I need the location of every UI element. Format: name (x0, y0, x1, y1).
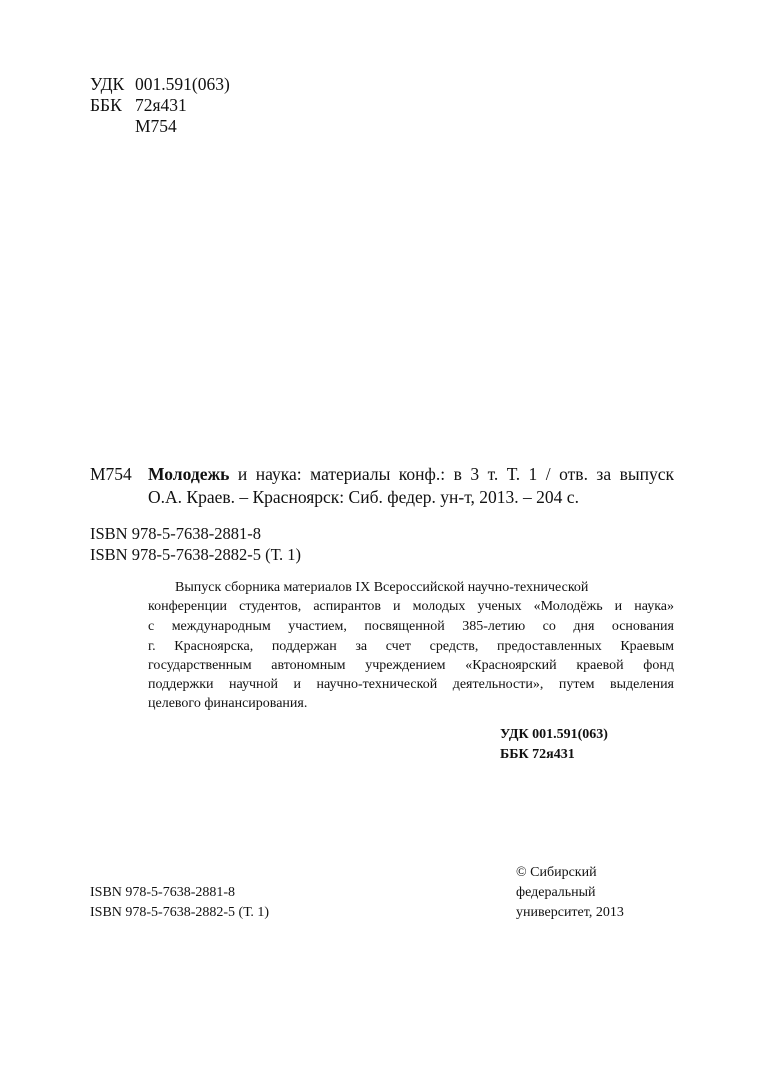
index-bbk: ББК 72я431 (500, 747, 575, 762)
udk-label: УДК (90, 74, 125, 94)
citation-line-2: О.А. Краев. – Красноярск: Сиб. федер. ун-т, 2013. – 204 с. (148, 487, 579, 507)
copyright-line-1: © Сибирский (516, 865, 597, 880)
udk-line (90, 76, 230, 94)
isbn-line-1: ISBN 978-5-7638-2881-8 (90, 524, 261, 543)
citation-line-1 (148, 466, 674, 484)
udk-value: 001.591(063) (135, 74, 230, 94)
isbn-line-2: ISBN 978-5-7638-2882-5 (Т. 1) (90, 545, 301, 564)
citation-line-1-rest: и наука: материалы конф.: в 3 т. Т. 1 / отв. за выпуск (229, 464, 674, 484)
citation-mark: М754 (90, 464, 132, 484)
citation-title: Молодежь (148, 464, 230, 484)
abstract-line-7: целевого финансирования. (148, 696, 308, 711)
index-udk: УДК 001.591(063) (500, 727, 608, 742)
copyright-line-2: федеральный (516, 885, 596, 900)
abstract-line-2: конференции студентов, аспирантов и молодых ученых «Молодёжь и наука» (148, 599, 674, 614)
bottom-isbn-line-1: ISBN 978-5-7638-2881-8 (90, 885, 236, 900)
abstract-line-6: поддержки научной и научно-технической деятельности», путем выделения (148, 677, 674, 692)
bbk-label: ББК (90, 95, 122, 115)
abstract-line-4: г. Красноярска, поддержан за счет средств, предоставленных Краевым (148, 639, 674, 654)
author-mark: М754 (135, 116, 177, 136)
bottom-isbn-line-2: ISBN 978-5-7638-2882-5 (Т. 1) (90, 905, 270, 920)
bbk-line (90, 97, 187, 115)
abstract-line-1: Выпуск сборника материалов IX Всероссийской научно-технической (175, 580, 589, 595)
bbk-value: 72я431 (135, 95, 187, 115)
abstract-line-3: с международным участием, посвященной 385-летию со дня основания (148, 619, 674, 634)
abstract-line-5: государственным автономным учреждением «Красноярский краевой фонд (148, 658, 674, 673)
copyright-line-3: университет, 2013 (516, 905, 624, 920)
